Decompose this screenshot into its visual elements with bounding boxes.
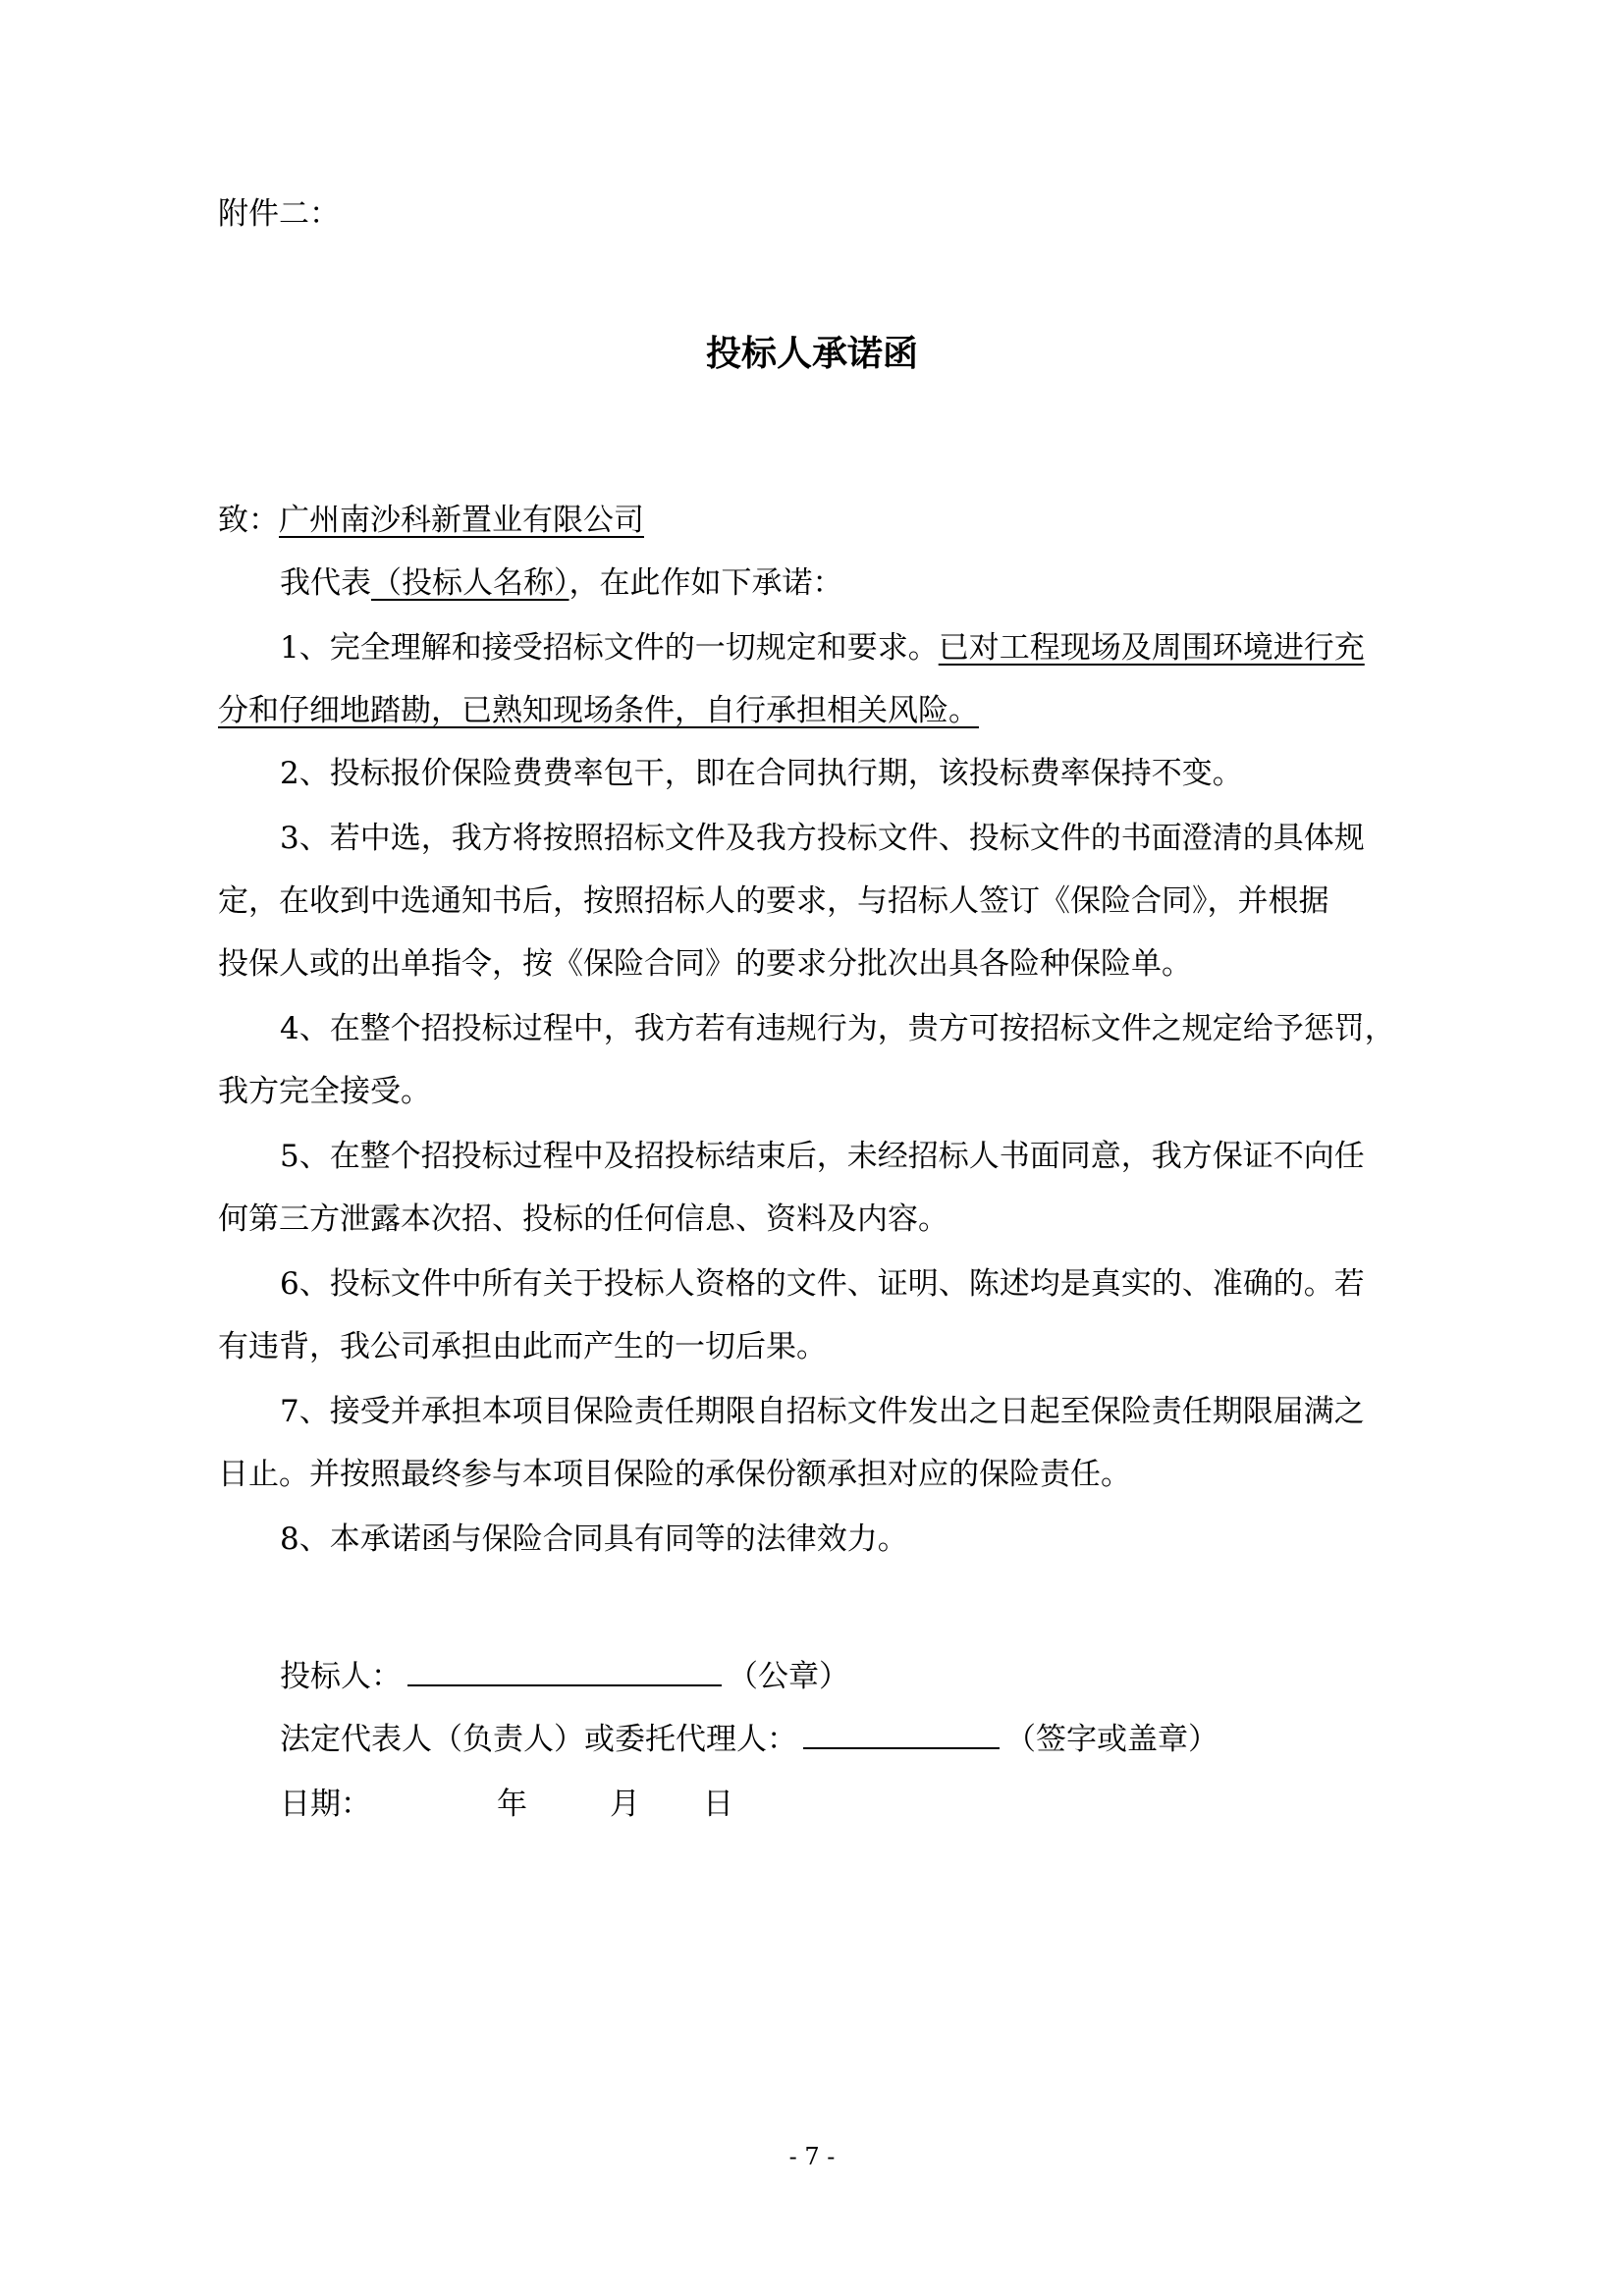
date-day: 日 (703, 1787, 733, 1822)
representative-blank[interactable] (803, 1718, 1000, 1749)
intro-suffix: ，在此作如下承诺： (568, 565, 843, 601)
page-number: - 7 - (788, 2143, 836, 2170)
item-4-line-1: 4、在整个招投标过程中，我方若有违规行为，贵方可按招标文件之规定给予惩罚， (280, 1011, 1395, 1046)
item-5-line-1: 5、在整个招投标过程中及招投标结束后，未经招标人书面同意，我方保证不向任 (280, 1139, 1365, 1174)
date-year: 年 (497, 1787, 527, 1822)
item-1-underlined-cont: 分和仔细地踏勘，已熟知现场条件，自行承担相关风险。 (218, 693, 979, 728)
item-1-underlined: 已对工程现场及周围环境进行充 (938, 630, 1365, 666)
representative-sign-note: （签字或盖章） (1005, 1722, 1218, 1757)
salutation-prefix: 致： (218, 503, 279, 538)
item-6-line-1: 6、投标文件中所有关于投标人资格的文件、证明、陈述均是真实的、准确的。若 (280, 1266, 1365, 1302)
item-3-line-1: 3、若中选，我方将按照招标文件及我方投标文件、投标文件的书面澄清的具体规 (280, 821, 1365, 856)
date-month: 月 (610, 1787, 640, 1822)
item-3-line-3: 投保人或的出单指令，按《保险合同》的要求分批次出具各险种保险单。 (218, 946, 1192, 982)
date-line (280, 1779, 733, 1823)
item-3-line-2: 定，在收到中选通知书后，按照招标人的要求，与招标人签订《保险合同》，并根据 (218, 883, 1329, 919)
salutation (218, 489, 644, 552)
item-5-line-2: 何第三方泄露本次招、投标的任何信息、资料及内容。 (218, 1201, 948, 1237)
representative-label: 法定代表人（负责人）或委托代理人： (280, 1722, 797, 1757)
intro-line (280, 552, 843, 614)
attachment-label: 附件二： (218, 196, 340, 232)
item-7-line-2: 日止。并按照最终参与本项目保险的承保份额承担对应的保险责任。 (218, 1457, 1131, 1492)
bidder-seal-note: （公章） (728, 1659, 849, 1694)
item-1-line-2 (218, 679, 979, 742)
representative-signature-line (280, 1714, 1218, 1758)
item-7-line-1: 7、接受并承担本项目保险责任期限自招标文件发出之日起至保险责任期限届满之 (280, 1394, 1365, 1429)
item-2: 2、投标报价保险费费率包干，即在合同执行期，该投标费率保持不变。 (280, 756, 1243, 791)
recipient-name: 广州南沙科新置业有限公司 (279, 503, 644, 538)
item-4-line-2: 我方完全接受。 (218, 1074, 431, 1109)
item-1-line-1 (280, 616, 1365, 679)
item-1-text: 1、完全理解和接受招标文件的一切规定和要求。 (280, 630, 939, 666)
bidder-blank[interactable] (407, 1655, 722, 1686)
bidder-name-placeholder: （投标人名称） (371, 565, 569, 601)
bidder-signature-line (280, 1651, 849, 1695)
bidder-label: 投标人： (280, 1659, 402, 1694)
page-title: 投标人承诺函 (705, 333, 918, 374)
date-label: 日期： (280, 1787, 371, 1822)
item-8: 8、本承诺函与保险合同具有同等的法律效力。 (280, 1522, 908, 1557)
item-6-line-2: 有违背，我公司承担由此而产生的一切后果。 (218, 1329, 827, 1364)
intro-prefix: 我代表 (280, 565, 371, 601)
